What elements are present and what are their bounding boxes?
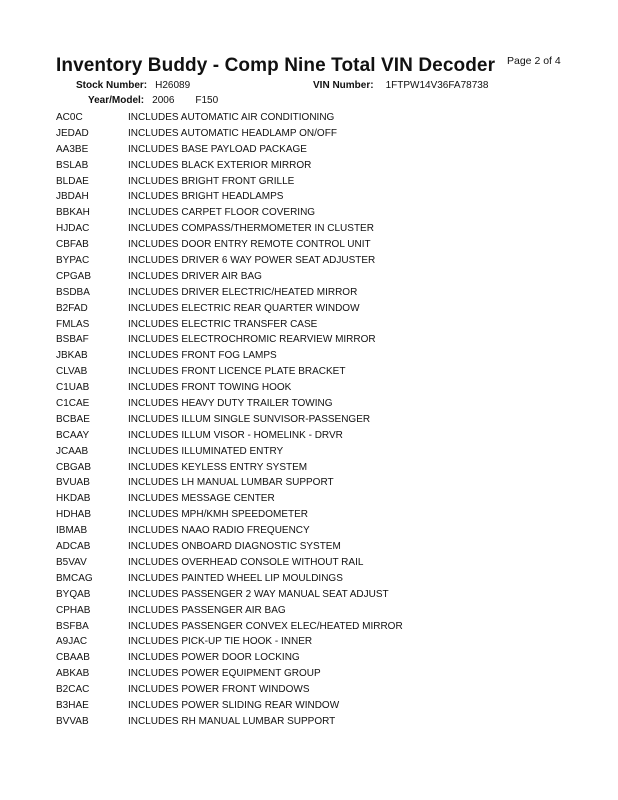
option-code-row [56,698,596,714]
vin-number-value: 1FTPW14V36FA78738 [385,80,489,91]
option-description: INCLUDES FRONT TOWING HOOK [128,382,292,394]
option-code: JCAAB [56,445,89,457]
option-code-row [56,507,596,523]
option-code: BLDAE [56,175,89,187]
option-description: INCLUDES BLACK EXTERIOR MIRROR [128,159,312,171]
option-description: INCLUDES LH MANUAL LUMBAR SUPPORT [128,477,334,489]
option-description: INCLUDES DRIVER ELECTRIC/HEATED MIRROR [128,286,358,298]
option-code: JEDAD [56,127,89,139]
option-code-row [56,475,596,491]
option-code-row [56,491,596,507]
option-code: BBKAH [56,207,90,219]
option-description: INCLUDES DRIVER 6 WAY POWER SEAT ADJUSTER [128,255,376,267]
option-code: HJDAC [56,223,90,235]
option-code: C1CAE [56,398,90,410]
stock-number-row [76,80,190,91]
option-description: INCLUDES POWER EQUIPMENT GROUP [128,668,321,680]
option-description: INCLUDES ILLUM VISOR - HOMELINK - DRVR [128,429,343,441]
option-code-list [56,110,596,730]
option-code-row [56,714,596,730]
option-code: FMLAS [56,318,90,330]
option-code-row [56,269,596,285]
option-code: AC0C [56,112,83,123]
option-code-row [56,539,596,555]
option-code-row [56,301,596,317]
option-code-row [56,428,596,444]
option-description: INCLUDES AUTOMATIC AIR CONDITIONING [128,112,335,123]
option-description: INCLUDES BRIGHT HEADLAMPS [128,191,284,203]
option-code-row [56,523,596,539]
option-code: BSDBA [56,286,90,298]
option-description: INCLUDES MESSAGE CENTER [128,493,275,505]
option-description: INCLUDES OVERHEAD CONSOLE WITHOUT RAIL [128,556,364,568]
year-model-label: Year/Model: [88,95,145,106]
option-code-row [56,555,596,571]
option-code-row [56,110,596,126]
vin-number-row [313,80,488,91]
option-code: JBDAH [56,191,89,203]
option-code-row [56,571,596,587]
option-code-row [56,619,596,635]
vin-number-label: VIN Number: [313,80,374,91]
option-description: INCLUDES AUTOMATIC HEADLAMP ON/OFF [128,127,337,139]
option-description: INCLUDES DOOR ENTRY REMOTE CONTROL UNIT [128,239,371,251]
option-code-row [56,174,596,190]
year-model-row [88,95,218,106]
option-code: AA3BE [56,143,89,155]
option-code-row [56,666,596,682]
option-description: INCLUDES HEAVY DUTY TRAILER TOWING [128,398,333,410]
option-code: B3HAE [56,699,89,711]
option-code-row [56,396,596,412]
option-code: CPHAB [56,604,91,616]
option-code-row [56,253,596,269]
option-code: CBFAB [56,239,89,251]
option-description: INCLUDES ILLUM SINGLE SUNVISOR-PASSENGER [128,413,371,425]
option-code: BSFBA [56,620,89,632]
option-description: INCLUDES NAAO RADIO FREQUENCY [128,525,310,537]
option-code-row [56,158,596,174]
option-code-row [56,412,596,428]
option-description: INCLUDES ILLUMINATED ENTRY [128,445,284,457]
option-description: INCLUDES PAINTED WHEEL LIP MOULDINGS [128,572,343,584]
option-code-row [56,142,596,158]
option-code: ABKAB [56,668,90,680]
option-description: INCLUDES ELECTROCHROMIC REARVIEW MIRROR [128,334,376,346]
stock-number-label: Stock Number: [76,80,148,91]
option-code: BSBAF [56,334,89,346]
model-value: F150 [195,95,219,106]
option-code: BYPAC [56,255,90,267]
option-code: A9JAC [56,636,88,648]
option-code: BSLAB [56,159,89,171]
option-code: IBMAB [56,525,88,537]
option-description: INCLUDES MPH/KMH SPEEDOMETER [128,509,309,521]
option-code: HKDAB [56,493,91,505]
option-description: INCLUDES COMPASS/THERMOMETER IN CLUSTER [128,223,374,235]
option-description: INCLUDES FRONT FOG LAMPS [128,350,277,362]
option-description: INCLUDES CARPET FLOOR COVERING [128,207,316,219]
option-code-row [56,237,596,253]
option-code: BCBAE [56,413,90,425]
option-code-row [56,317,596,333]
option-code-row [56,460,596,476]
option-code: B2CAC [56,684,90,696]
option-code: BMCAG [56,572,93,584]
option-description: INCLUDES KEYLESS ENTRY SYSTEM [128,461,308,473]
option-code-row [56,285,596,301]
option-code: C1UAB [56,382,90,394]
option-code-row [56,380,596,396]
option-code: ADCAB [56,541,91,553]
option-description: INCLUDES POWER SLIDING REAR WINDOW [128,699,340,711]
option-code-row [56,205,596,221]
option-code-row [56,221,596,237]
option-code-row [56,364,596,380]
year-value: 2006 [152,95,175,106]
option-code: JBKAB [56,350,88,362]
option-code-row [56,603,596,619]
option-code: BVUAB [56,477,90,489]
stock-number-value: H26089 [155,80,191,91]
option-description: INCLUDES POWER FRONT WINDOWS [128,684,310,696]
option-description: INCLUDES RH MANUAL LUMBAR SUPPORT [128,715,336,727]
option-description: INCLUDES POWER DOOR LOCKING [128,652,300,664]
option-code: CBGAB [56,461,92,473]
option-description: INCLUDES BRIGHT FRONT GRILLE [128,175,295,187]
option-description: INCLUDES PASSENGER 2 WAY MANUAL SEAT ADJUST [128,588,389,600]
option-code-row [56,650,596,666]
option-description: INCLUDES ELECTRIC REAR QUARTER WINDOW [128,302,360,314]
option-code: HDHAB [56,509,92,521]
page-number: Page 2 of 4 [507,55,561,67]
option-code-row [56,444,596,460]
option-code: CLVAB [56,366,88,378]
option-code-row [56,126,596,142]
option-code: B5VAV [56,556,87,568]
option-code: BCAAY [56,429,90,441]
option-code: CPGAB [56,270,92,282]
option-code-row [56,682,596,698]
option-code: BVVAB [56,715,89,727]
option-description: INCLUDES PASSENGER CONVEX ELEC/HEATED MIRROR [128,620,403,632]
option-code: BYQAB [56,588,91,600]
option-code-row [56,348,596,364]
option-code: CBAAB [56,652,90,664]
option-code-row [56,634,596,650]
option-description: INCLUDES ONBOARD DIAGNOSTIC SYSTEM [128,541,341,553]
document-title: Inventory Buddy - Comp Nine Total VIN Decoder [56,55,496,76]
option-code-row [56,189,596,205]
option-code: B2FAD [56,302,88,314]
option-code-row [56,332,596,348]
option-description: INCLUDES PICK-UP TIE HOOK - INNER [128,636,313,648]
option-description: INCLUDES PASSENGER AIR BAG [128,604,286,616]
option-description: INCLUDES DRIVER AIR BAG [128,270,262,282]
option-code-row [56,587,596,603]
option-description: INCLUDES ELECTRIC TRANSFER CASE [128,318,318,330]
option-description: INCLUDES BASE PAYLOAD PACKAGE [128,143,307,155]
option-description: INCLUDES FRONT LICENCE PLATE BRACKET [128,366,346,378]
